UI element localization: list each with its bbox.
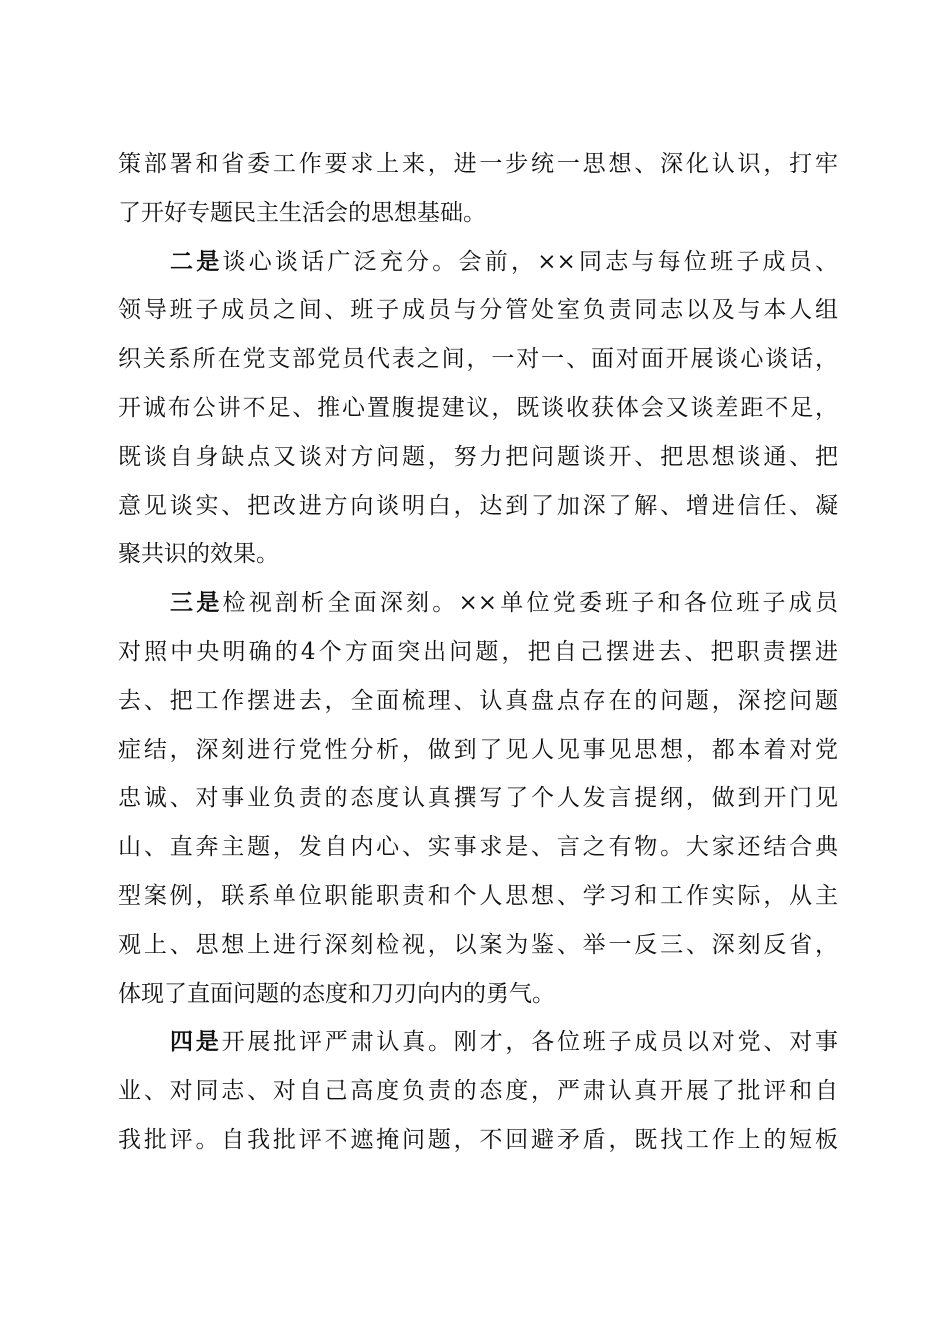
paragraph-line: 业、对同志、对自己高度负责的态度，严肃认真开展了批评和自 <box>118 1078 838 1105</box>
paragraph-line: 领导班子成员之间、班子成员与分管处室负责同志以及与本人组 <box>118 297 838 324</box>
paragraph-line: 策部署和省委工作要求上来，进一步统一思想、深化认识，打牢 <box>118 151 838 177</box>
paragraph-line: 意见谈实、把改进方向谈明白，达到了加深了解、增进信任、凝 <box>118 492 838 519</box>
paragraph-line: 既谈自身缺点又谈对方问题，努力把问题谈开、把思想谈通、把 <box>118 443 838 470</box>
document-body <box>118 140 838 1165</box>
paragraph-line: 型案例，联系单位职能职责和个人思想、学习和工作实际，从主 <box>118 882 838 909</box>
paragraph-line: 了开好专题民主生活会的思想基础。 <box>118 199 486 226</box>
paragraph-text: 检视剖析全面深刻。××单位党委班子和各位班子成员 <box>222 590 839 617</box>
paragraph-line: 观上、思想上进行深刻检视，以案为鉴、举一反三、深刻反省， <box>118 931 838 958</box>
paragraph-first-line <box>118 1018 838 1067</box>
paragraph-text: 开展批评严肃认真。刚才，各位班子成员以对党、对事 <box>221 1029 839 1056</box>
paragraph-line: 我批评。自我批评不遮掩问题，不回避矛盾，既找工作上的短板 <box>118 1126 838 1153</box>
paragraph-line: 去、把工作摆进去，全面梳理、认真盘点存在的问题，深挖问题 <box>118 687 838 714</box>
paragraph-first-line <box>118 238 838 287</box>
paragraph-line: 织关系所在党支部党员代表之间，一对一、面对面开展谈心谈话， <box>118 346 838 373</box>
paragraph-line: 症结，深刻进行党性分析，做到了见人见事见思想，都本着对党 <box>118 736 838 763</box>
paragraph-line: 山、直奔主题，发自内心、实事求是、言之有物。大家还结合典 <box>118 834 838 861</box>
paragraph-lead: 四是 <box>170 1028 222 1056</box>
paragraph-line: 体现了直面问题的态度和刀刃向内的勇气。 <box>118 980 555 1007</box>
paragraph-line: 开诚布公讲不足、推心置腹提建议，既谈收获体会又谈差距不足， <box>118 394 838 421</box>
paragraph-first-line <box>118 579 838 628</box>
paragraph-text: 谈心谈话广泛充分。会前，××同志与每位班子成员、 <box>222 248 839 275</box>
paragraph-line: 聚共识的效果。 <box>118 541 279 568</box>
paragraph-line: 忠诚、对事业负责的态度认真撰写了个人发言提纲，做到开门见 <box>118 785 838 812</box>
paragraph-lead: 三是 <box>170 589 223 617</box>
paragraph-line: 对照中央明确的4个方面突出问题，把自己摆进去、把职责摆进 <box>118 638 838 665</box>
paragraph-lead: 二是 <box>170 247 223 275</box>
